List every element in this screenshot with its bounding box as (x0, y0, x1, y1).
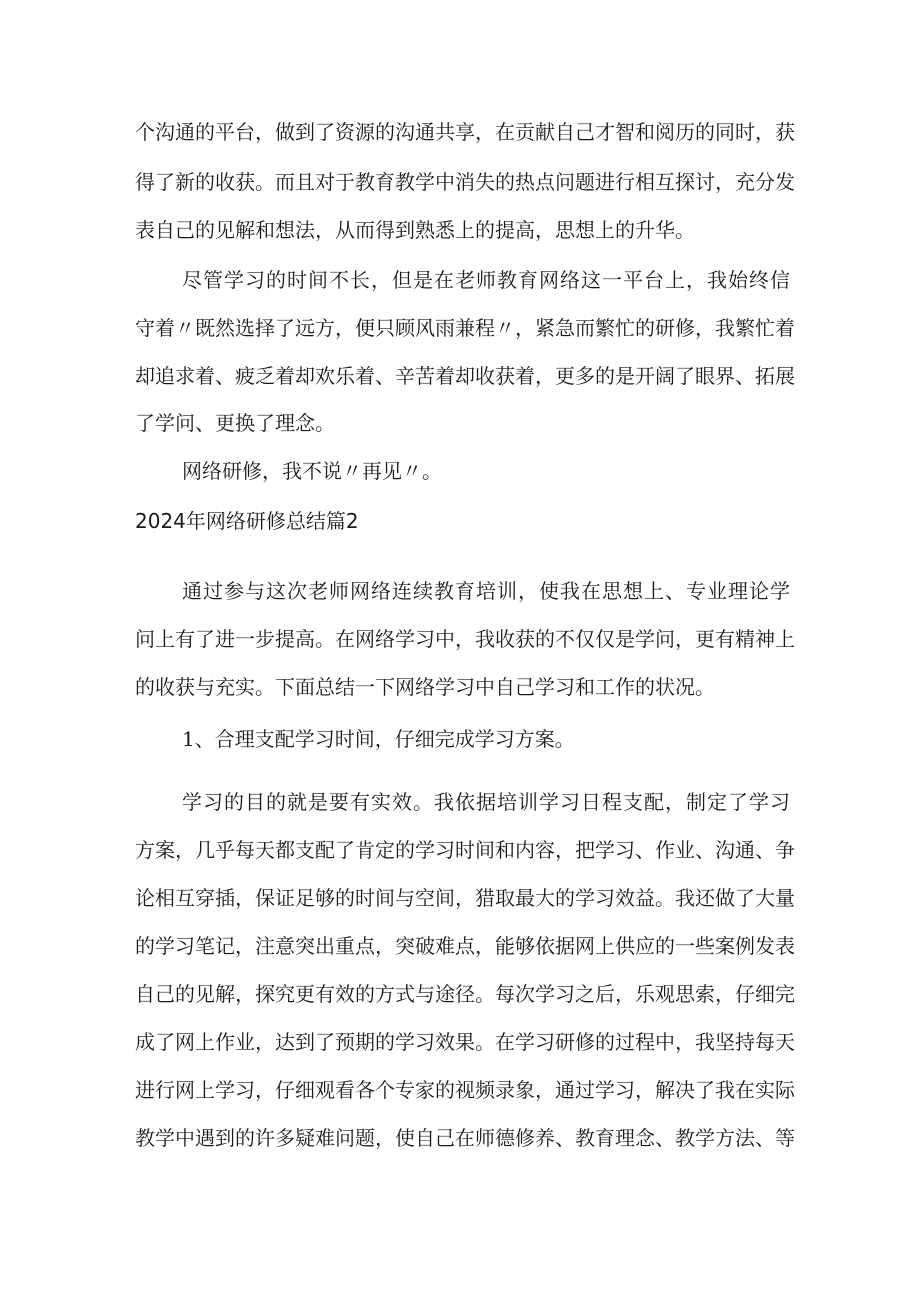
paragraph-line: 网络研修，我不说〃再见〃。 (182, 459, 442, 483)
paragraph-line: 学习的目的就是要有实效。我依据培训学习日程支配，制定了学习 (182, 790, 790, 814)
paragraph-line: 进行网上学习，仔细观看各个专家的视频录象，通过学习，解决了我在实际 (135, 1078, 795, 1102)
paragraph-line: 了学问、更换了理念。 (135, 411, 335, 435)
paragraph-line: 尽管学习的时间不长，但是在老师教育网络这一平台上，我始终信 (182, 268, 790, 292)
paragraph-line: 问上有了进一步提高。在网络学习中，我收获的不仅仅是学问，更有精神上 (135, 627, 795, 651)
paragraph-line: 个沟通的平台，做到了资源的沟通共享，在贡献自己才智和阅历的同时，获 (135, 120, 795, 144)
paragraph-line: 方案，几乎每天都支配了肯定的学习时间和内容，把学习、作业、沟通、争 (135, 838, 795, 862)
paragraph-line: 的收获与充实。下面总结一下网络学习中自己学习和工作的状况。 (135, 675, 715, 699)
paragraph-line: 论相互穿插，保证足够的时间与空间，猎取最大的学习效益。我还做了大量 (135, 886, 795, 910)
paragraph-line: 的学习笔记，注意突出重点，突破难点，能够依据网上供应的一些案例发表 (135, 934, 795, 958)
paragraph-line: 表自己的见解和想法，从而得到熟悉上的提高，思想上的升华。 (135, 218, 695, 242)
list-item-heading: 1、合理支配学习时间，仔细完成学习方案。 (182, 727, 575, 751)
paragraph-line: 自己的见解，探究更有效的方式与途径。每次学习之后，乐观思索，仔细完 (135, 982, 795, 1006)
paragraph-line: 得了新的收获。而且对于教育教学中消失的热点问题进行相互探讨，充分发 (135, 170, 795, 194)
paragraph-line: 通过参与这次老师网络连续教育培训，使我在思想上、专业理论学 (182, 579, 790, 603)
paragraph-line: 成了网上作业，达到了预期的学习效果。在学习研修的过程中，我坚持每天 (135, 1030, 795, 1054)
paragraph-line: 却追求着、疲乏着却欢乐着、辛苦着却收获着，更多的是开阔了眼界、拓展 (135, 364, 795, 388)
paragraph-line: 守着〃既然选择了远方，便只顾风雨兼程〃，紧急而繁忙的研修，我繁忙着 (135, 316, 795, 340)
paragraph-line: 教学中遇到的许多疑难问题，使自己在师德修养、教育理念、教学方法、等 (135, 1126, 795, 1150)
section-heading: 2024年网络研修总结篇2 (135, 509, 359, 533)
